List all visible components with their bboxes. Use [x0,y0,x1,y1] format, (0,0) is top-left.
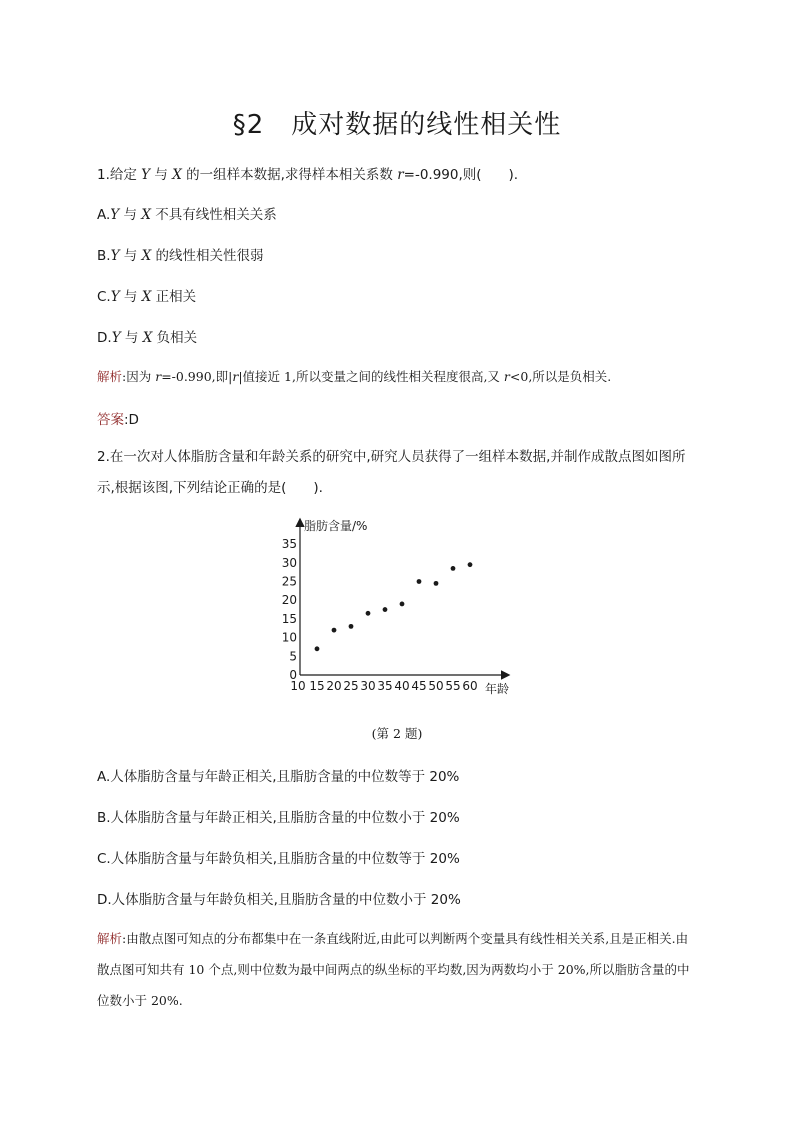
q1-stem-text: 1.给定 [97,167,142,183]
question-2-stem: 2.在一次对人体脂肪含量和年龄关系的研究中,研究人员获得了一组样本数据,并制作成散点图如图所示,根据该图,下列结论正确的是( ). [97,449,686,496]
data-point [383,607,388,612]
solution-text: |值接近 1,所以变量之间的线性相关程度很高,又 [238,369,504,384]
q1-solution [97,367,611,385]
var-y: Y [110,248,120,264]
y-tick-label: 20 [281,593,297,608]
y-tick-labels [282,537,297,682]
y-tick-label: 35 [281,537,297,552]
option-prefix: C. [97,289,111,305]
var-r: r [503,369,510,384]
solution-text: :由散点图可知点的分布都集中在一条直线附近,由此可以判断两个变量具有线性相关关系,且是正相关.由散点图可知共有 10 个点,则中位数为最中间两点的纵坐标的平均数,因为两数均小于 20%,所以脂肪含量的中位数小于 20%. [97,931,690,1008]
q2-solution [97,923,697,1016]
option-text: 负相关 [152,330,198,346]
q1-stem-text: =-0.990,则( ). [403,167,519,183]
figure-caption: (第 2 题) [371,726,423,741]
q1-stem-text: 与 [150,167,173,183]
y-tick-label: 30 [281,555,297,570]
var-y: Y [110,289,120,305]
var-r: r [232,369,239,384]
option-text: 与 [119,289,142,305]
x-tick-label: 50 [428,679,444,693]
solution-label: 解析 [97,369,123,384]
y-tick-label: 25 [281,574,297,589]
var-r: r [397,167,404,183]
answer-value: :D [124,412,139,428]
y-tick-label: 15 [281,611,297,626]
question-1-stem [97,163,518,183]
x-tick-label: 35 [377,679,393,693]
q2-option-b: B.人体脂肪含量与年龄正相关,且脂肪含量的中位数小于 20% [97,810,460,826]
y-tick-label: 10 [281,630,297,645]
q1-answer [97,408,139,428]
data-point [332,628,337,633]
x-tick-label: 25 [343,679,359,693]
var-x: X [141,248,152,264]
x-tick-label: 60 [462,679,478,693]
option-text: 与 [119,207,142,223]
q2-option-c: C.人体脂肪含量与年龄负相关,且脂肪含量的中位数等于 20% [97,851,460,867]
data-point [417,579,422,584]
option-text: 不具有线性相关关系 [150,207,277,223]
x-tick-labels [290,679,477,693]
data-point [366,611,371,616]
q2-option-d: D.人体脂肪含量与年龄负相关,且脂肪含量的中位数小于 20% [97,892,461,908]
data-point [434,581,439,586]
data-point [400,602,405,607]
data-points [315,562,473,651]
answer-label: 答案 [97,412,124,428]
x-axis-label: 年龄 [485,682,510,696]
x-tick-label: 30 [360,679,376,693]
solution-text: <0,所以是负相关. [509,369,612,384]
q1-option-a [97,203,277,223]
option-text: 与 [120,330,143,346]
x-tick-label: 45 [411,679,427,693]
var-y: Y [141,167,151,183]
x-tick-label: 40 [394,679,410,693]
var-x: X [141,207,151,223]
scatter-chart [280,512,520,697]
solution-label: 解析 [97,931,123,946]
x-tick-label: 55 [445,679,461,693]
var-y: Y [110,207,120,223]
solution-text: =-0.990,即| [161,369,233,384]
data-point [451,566,456,571]
var-x: X [141,289,152,305]
var-x: X [142,330,153,346]
data-point [468,562,473,567]
chart-axes [300,520,508,675]
x-tick-label: 20 [326,679,342,693]
y-tick-label: 0 [289,668,297,682]
q1-option-d [97,326,197,346]
option-prefix: D. [97,330,112,346]
q2-option-a: A.人体脂肪含量与年龄正相关,且脂肪含量的中位数等于 20% [97,769,460,785]
page-title: §2 成对数据的线性相关性 [232,110,562,140]
var-y: Y [111,330,121,346]
q1-option-c [97,285,196,305]
q1-option-b [97,244,264,264]
var-x: X [172,167,182,183]
data-point [315,646,320,651]
q1-stem-text: 的一组样本数据,求得样本相关系数 [181,167,398,183]
option-prefix: B. [97,248,111,264]
option-text: 正相关 [151,289,197,305]
option-prefix: A. [97,207,111,223]
var-r: r [155,369,162,384]
option-text: 的线性相关性很弱 [151,248,264,264]
data-point [349,624,354,629]
option-text: 与 [119,248,142,264]
x-tick-label: 10 [290,679,306,693]
y-tick-label: 5 [289,649,297,664]
solution-text: :因为 [122,369,156,384]
x-tick-label: 15 [309,679,325,693]
y-axis-label: 脂肪含量/% [304,519,368,533]
